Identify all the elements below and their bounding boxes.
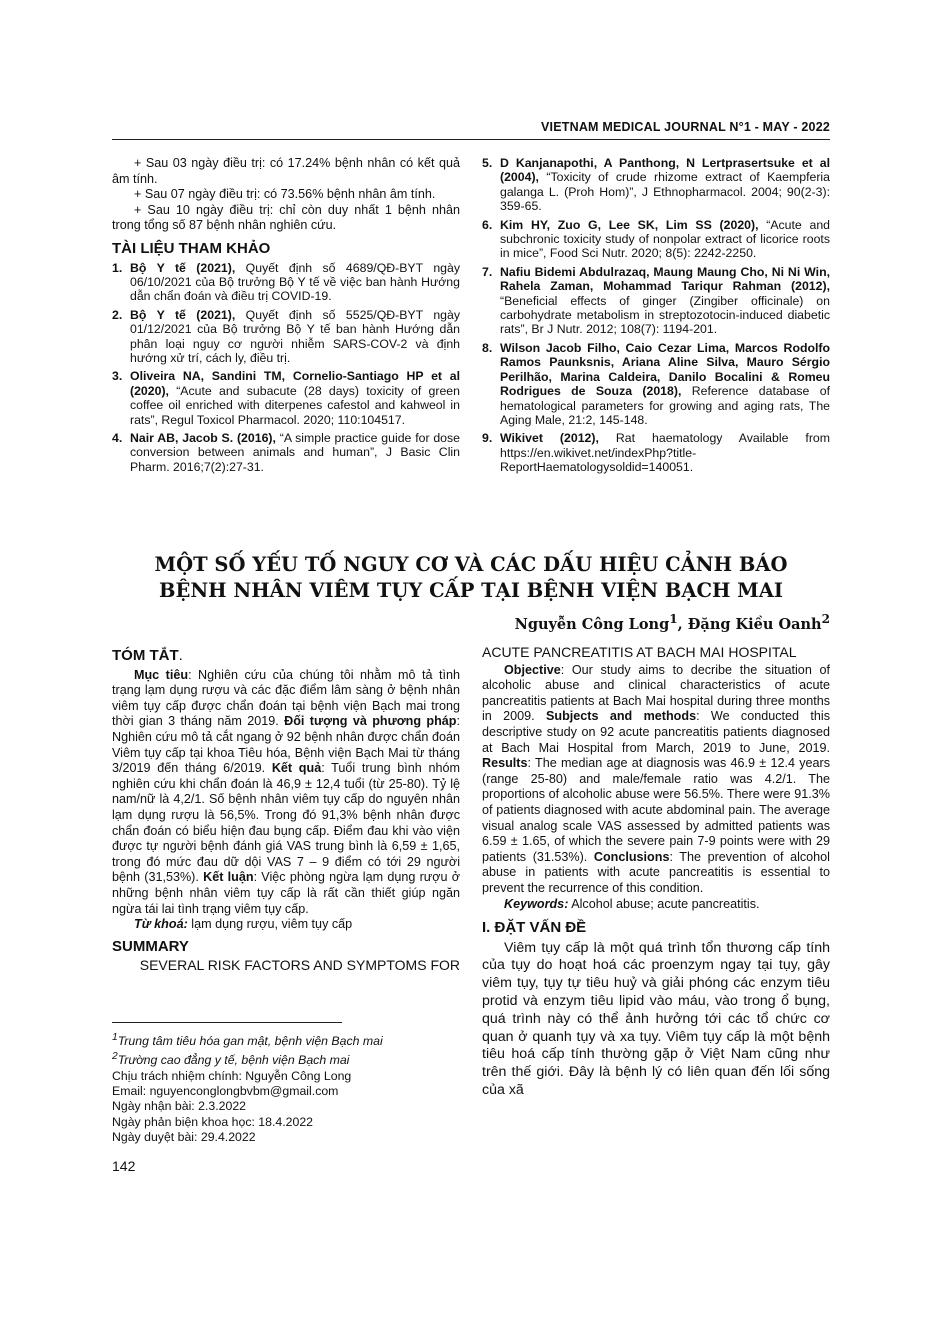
keywords-vi: Từ khoá: lạm dụng rượu, viêm tụy cấp	[134, 917, 353, 932]
reference-item: 1. Bộ Y tế (2021), Quyết định số 4689/QĐ-BYT ngày 06/10/2021 của Bộ trưởng Bộ Y tế về việc ban hành Hướng dẫn chẩn đoán và điều trị COVID-19.	[112, 260, 460, 304]
affiliation-footnote: $^1$Trung tâm tiêu hóa gan mật, bệnh viện Bạch mai	[112, 1032, 383, 1049]
intro-title: I. ĐẶT VẤN ĐỀ	[482, 919, 587, 937]
intro-text: Viêm tụy cấp là một quá trình tổn thương cấp tính của tụy do hoạt hoá các proenzym ngay tại tụy, gây viêm tụy, tụy tự tiêu huỷ và giải phóng các enzym tiêu protid và enzym tiêu lipid vào máu, vào trong ổ bụng, quá trình này có thể ảnh hưởng tới các tổ chức cơ quan ở quanh tụy và xa tụy. Viêm tụy cấp là một bệnh tiêu hoá cấp tính thường gặp ở Việt Nam cũng như trên thế giới. Đây là bệnh lý có liên quan đến lối sống của xã	[482, 939, 830, 1099]
footnote-rule	[112, 1022, 342, 1023]
reference-item: 3. Oliveira NA, Sandini TM, Cornelio-Santiago HP et al (2020), “Acute and subacute (28 days) toxicity of green coffee oil enriched with diterpenes cafestol and kahweol in rats”, Regul Toxicol Pharmacol. 2020; 110:104517.	[112, 369, 460, 427]
result-item: + Sau 03 ngày điều trị: có 17.24% bệnh nhân có kết quả âm tính.	[112, 156, 460, 186]
running-header: VIETNAM MEDICAL JOURNAL N°1 - MAY - 2022	[541, 120, 830, 134]
page-number: 142	[112, 1158, 136, 1174]
prev-article-right-column	[482, 156, 830, 479]
prev-article-left-column	[112, 156, 460, 478]
result-item: + Sau 07 ngày điều trị: có 73.56% bệnh nhân âm tính.	[134, 187, 436, 202]
article-right-column	[482, 645, 830, 1100]
summary-en-heading: SEVERAL RISK FACTORS AND SYMPTOMS FOR	[139, 957, 460, 974]
keywords-en: Keywords: Alcohol abuse; acute pancreatitis.	[504, 896, 760, 911]
corresponding-email: Email: nguyenconglongbvbm@gmail.com	[112, 1084, 339, 1099]
article-authors	[515, 612, 830, 633]
reference-item: 5. D Kanjanapothi, A Panthong, N Lertprasertsuke et al (2004), “Toxicity of crude rhizome extract of Kaempferia galanga L. (Proh Hom)”, J Ethnopharmacol. 2004; 90(2-3): 359-65.	[482, 156, 830, 214]
article-left-column	[112, 648, 460, 976]
reference-item: 9. Wikivet (2012), Rat haematology Available from https://en.wikivet.net/indexPhp?title-ReportHaematologysoldid=140051.	[482, 431, 831, 475]
corresponding-author: Chịu trách nhiệm chính: Nguyễn Công Long	[112, 1068, 352, 1083]
summary-vi-text: Mục tiêu: Nghiên cứu của chúng tôi nhằm mô tả tình trạng lạm dụng rượu và các đặc điểm lâm sàng ở bệnh nhân viêm tụy cấp được chẩn đoán tại bệnh viện Bạch mai trong thời gian 3 tháng năm 2019. Đối tượng và phương pháp: Nghiên cứu mô tả cắt ngang ở 92 bệnh nhân được chẩn đoán Viêm tụy cấp tại khoa Tiêu hóa, Bệnh viện Bạch Mai từ tháng 3/2019 đến tháng 6/2019. Kết quả: Tuổi trung bình nhóm nghiên cứu khi chẩn đoán là 46,9 ± 12,4 tuổi (từ 25-80). Tỷ lệ nam/nữ là 4,2/1. Số bệnh nhân viêm tụy cấp do nguyên nhân lạm dụng rượu là 56,5%. Trong đó 91,3% bệnh nhân được chẩn đoán có biểu hiện đau bụng cấp. Điểm đau khi vào viện được tự người bệnh đánh giá VAS trung bình là 6,59 ± 1,65, trong đó mức đau dữ dội VAS 7 – 9 điểm có tới 29 người bệnh (31,53%). Kết luận: Việc phòng ngừa lạm dụng rượu ở những bệnh nhân viêm tụy cấp là rất cần thiết giúp ngăn ngừa tái lai tình trạng viêm tụy cấp.	[112, 667, 460, 916]
references-title: TÀI LIỆU THAM KHẢO	[112, 239, 271, 257]
summary-vi-title: TÓM TẮT.	[112, 647, 183, 664]
author-affiliation-mark: 1	[669, 612, 678, 626]
reference-item: 8. Wilson Jacob Filho, Caio Cezar Lima, Marcos Rodolfo Ramos Paunksnis, Ariana Aline Silva, Mauro Sérgio Perilhão, Marina Caldeira, Danilo Bocalini & Romeu Rodrigues de Souza (2018), Reference database of hematological parameters for growing and aging rats, The Aging Male, 21:2, 145-148.	[482, 340, 830, 427]
article-title	[112, 552, 830, 604]
article-title-line: BỆNH NHÂN VIÊM TỤY CẤP TẠI BỆNH VIỆN BẠCH MAI	[158, 579, 784, 602]
references-list-left	[112, 261, 460, 475]
reference-item: 2. Bộ Y tế (2021), Quyết định số 5525/QĐ-BYT ngày 01/12/2021 của Bộ trưởng Bộ Y tế ban hành Hướng dẫn phân loại nguy cơ người nhiễm SARS-COV-2 và định hướng xử trí, cách ly, điều trị.	[112, 307, 460, 365]
reference-item: 4. Nair AB, Jacob S. (2016), “A simple practice guide for dose conversion between animals and human”, J Basic Clin Pharm. 2016;7(2):27-31.	[112, 431, 460, 474]
article-title-line: MỘT SỐ YẾU TỐ NGUY CƠ VÀ CÁC DẤU HIỆU CẢNH BÁO	[154, 553, 788, 576]
summary-en-title: SUMMARY	[112, 937, 189, 955]
reference-item: 7. Nafiu Bidemi Abdulrazaq, Maung Maung Cho, Ni Ni Win, Rahela Zaman, Mohammad Tariqur Rahman (2012), “Beneficial effects of ginger (Zingiber officinale) on carbohydrate metabolism in streptozotocin-induced diabetic rats”, Br J Nutr. 2012; 108(7): 1194-201.	[482, 264, 830, 337]
received-date: Ngày nhận bài: 2.3.2022	[112, 1099, 247, 1114]
reference-item: 6. Kim HY, Zuo G, Lee SK, Lim SS (2020), “Acute and subchronic toxicity study of nonpolar extract of licorice roots in mice”, Food Sci Nutr. 2020; 8(5): 2242-2250.	[482, 217, 830, 261]
reviewed-date: Ngày phản biện khoa học: 18.4.2022	[112, 1114, 314, 1129]
summary-en-text: Objective: Our study aims to decribe the situation of alcoholic abuse and clinical characteristics of acute pancreatitis patients at Bach Mai hospital during three months in 2009. Subjects and methods: We conducted this descriptive study on 92 acute pancreatitis patients diagnosed at Bach Mai Hospital from March, 2019 to June, 2019. Results: The median age at diagnosis was 46.9 ± 12.4 years (range 25-80) and male/female ratio was 4.2/1. The proportions of alcoholic abuse were 56.5%. There were 91.3% of patients diagnosed with acute abdominal pain. The average visual analog scale VAS assessed by admitted patients was 6.59 ± 1.65, of which the severe pain 7-9 points were with 29 patients (31.53%). Conclusions: The prevention of alcohol abuse in patients with acute pancreatitis is essential to prevent the recurrence of this condition.	[482, 662, 830, 895]
header-rule	[112, 139, 830, 140]
summary-en-heading-continued: ACUTE PANCREATITIS AT BACH MAI HOSPITAL	[482, 644, 797, 660]
affiliation-footnote: $^2$Trường cao đẳng y tế, bệnh viện Bạch mai	[112, 1051, 350, 1068]
accepted-date: Ngày duyệt bài: 29.4.2022	[112, 1129, 256, 1144]
author-name: Đặng Kiều Oanh	[687, 615, 822, 633]
result-item: + Sau 10 ngày điều trị: chỉ còn duy nhất 1 bệnh nhân trong tổng số 87 bệnh nhân nghiên cứu.	[112, 202, 460, 233]
author-affiliation-mark: 2	[821, 612, 830, 626]
references-list-right	[482, 156, 830, 475]
author-separator: ,	[677, 615, 688, 633]
author-name: Nguyễn Công Long	[514, 615, 670, 633]
footnotes	[112, 1030, 462, 1145]
